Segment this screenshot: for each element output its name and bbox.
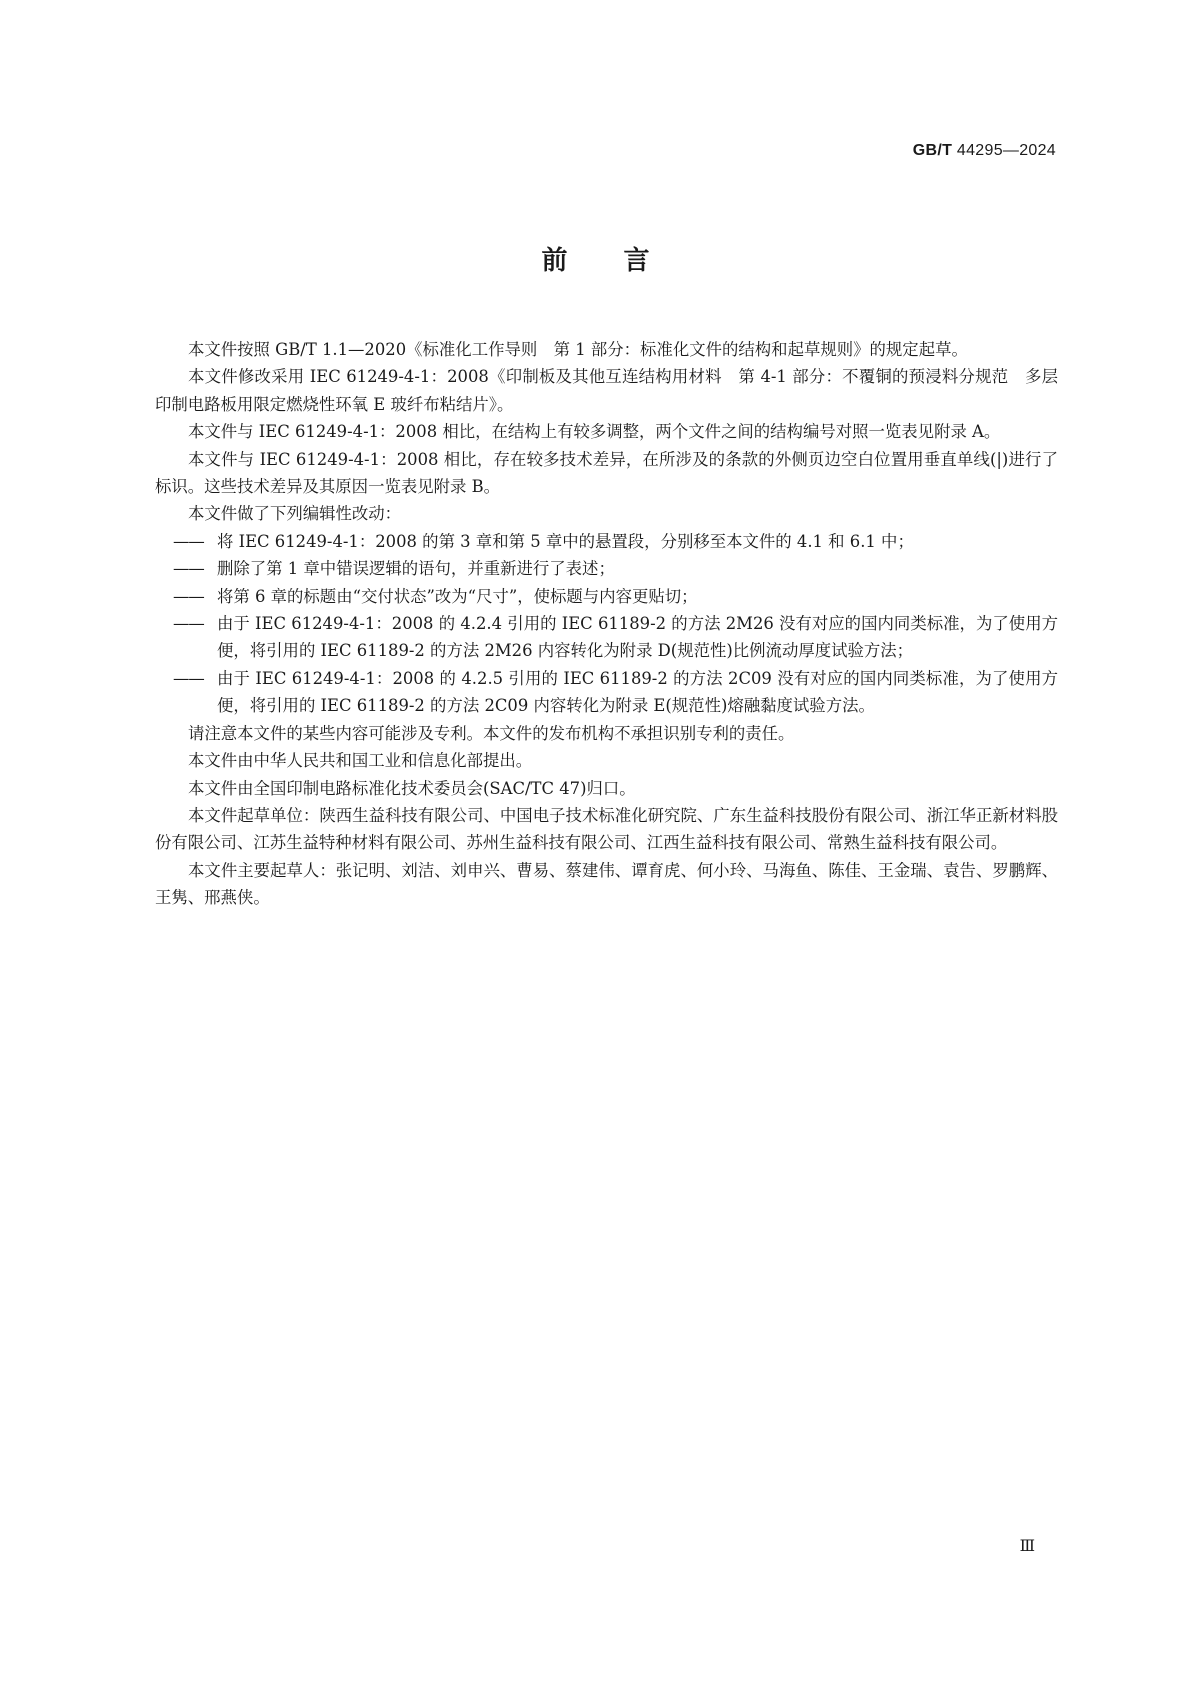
paragraph-proposer: 本文件由中华人民共和国工业和信息化部提出。 (188, 751, 533, 771)
paragraph-technical-deviations: 本文件与 IEC 61249-4-1：2008 相比，存在较多技术差异，在所涉及的条款的外侧页边空白位置用垂直单线(|)进行了标识。这些技术差异及其原因一览表见附录 B。 (155, 449, 1058, 497)
paragraph-editorial-intro: 本文件做了下列编辑性改动： (188, 504, 402, 524)
dash-mark: —— (173, 614, 204, 634)
dash-mark: —— (173, 531, 204, 551)
page-number: Ⅲ (1019, 1536, 1035, 1555)
edit-item (155, 583, 1058, 610)
edit-item (155, 555, 1058, 582)
standard-number (913, 142, 1056, 160)
paragraph-drafting-units: 本文件起草单位：陕西生益科技有限公司、中国电子技术标准化研究院、广东生益科技股份有限公司、浙江华正新材料股份有限公司、江苏生益特种材料有限公司、苏州生益科技有限公司、江西生益科技有限公司、常熟生益科技有限公司。 (155, 805, 1058, 853)
edit-item-text: 由于 IEC 61249-4-1：2008 的 4.2.4 引用的 IEC 61189-2 的方法 2M26 没有对应的国内同类标准，为了使用方便，将引用的 IEC 61189-2 的方法 2M26 内容转化为附录 D(规范性)比例流动厚度试验方法； (217, 614, 1058, 661)
paragraph-drafters: 本文件主要起草人：张记明、刘洁、刘申兴、曹易、蔡建伟、谭育虎、何小玲、马海鱼、陈佳、王金瑞、袁告、罗鹏辉、王隽、邢燕侠。 (155, 860, 1058, 908)
paragraph-adoption: 本文件修改采用 IEC 61249-4-1：2008《印制板及其他互连结构用材料 第 4-1 部分：不覆铜的预浸料分规范 多层印制电路板用限定燃烧性环氧 E 玻纤布粘结片》。 (155, 367, 1058, 414)
paragraph-drafting-rules: 本文件按照 GB/T 1.1—2020《标准化工作导则 第 1 部分：标准化文件的结构和起草规则》的规定起草。 (188, 340, 968, 359)
edit-item-text: 将 IEC 61249-4-1：2008 的第 3 章和第 5 章中的悬置段，分别移至本文件的 4.1 和 6.1 中； (217, 531, 914, 551)
foreword-body (155, 336, 1058, 912)
standard-prefix: GB/T (912, 142, 953, 159)
standard-code: 44295—2024 (956, 142, 1056, 159)
paragraph-structure-changes: 本文件与 IEC 61249-4-1：2008 相比，在结构上有较多调整，两个文件之间的结构编号对照一览表见附录 A。 (188, 422, 1001, 442)
edit-item-text: 由于 IEC 61249-4-1：2008 的 4.2.5 引用的 IEC 61189-2 的方法 2C09 没有对应的国内同类标准，为了使用方便，将引用的 IEC 61189-2 的方法 2C09 内容转化为附录 E(规范性)熔融黏度试验方法。 (217, 668, 1058, 716)
dash-mark: —— (173, 586, 204, 606)
edit-item (155, 665, 1058, 720)
edit-item (155, 610, 1058, 665)
dash-mark: —— (173, 668, 204, 688)
dash-mark: —— (173, 559, 204, 579)
paragraph-committee: 本文件由全国印制电路标准化技术委员会(SAC/TC 47)归口。 (188, 778, 636, 798)
page-title: 前言 (541, 246, 706, 276)
edit-item-text: 删除了第 1 章中错误逻辑的语句，并重新进行了表述； (217, 559, 615, 579)
paragraph-patent-notice: 请注意本文件的某些内容可能涉及专利。本文件的发布机构不承担识别专利的责任。 (188, 723, 795, 743)
edit-item (155, 528, 1058, 555)
edit-item-text: 将第 6 章的标题由“交付状态”改为“尺寸”，使标题与内容更贴切； (217, 586, 698, 606)
